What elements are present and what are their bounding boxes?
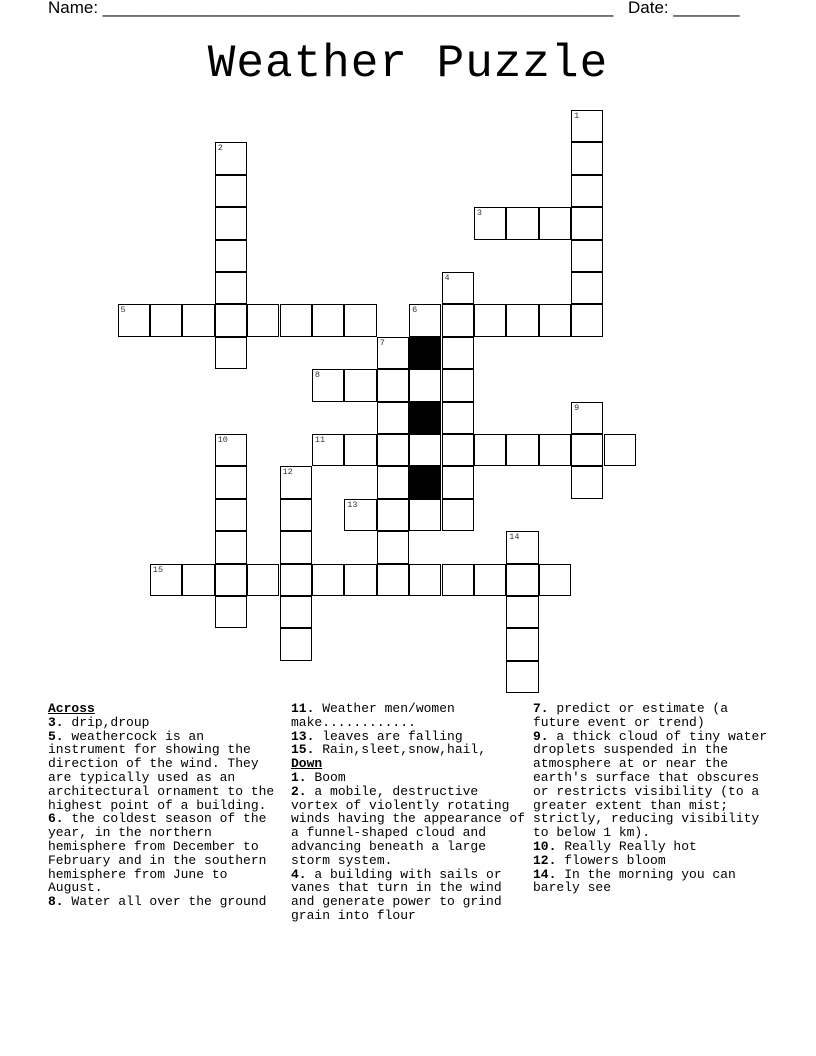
grid-square[interactable] bbox=[377, 369, 409, 401]
grid-square[interactable] bbox=[215, 142, 247, 174]
down-clue-10: 10. Really Really hot bbox=[533, 838, 697, 854]
date-field-label: Date: _______ bbox=[628, 0, 740, 17]
grid-square[interactable] bbox=[247, 304, 279, 336]
grid-square[interactable] bbox=[344, 499, 376, 531]
clue-column-3 bbox=[533, 702, 769, 895]
across-clue-6: 6. the coldest season of the year, in the northern hemisphere from December to February and in the southern hemisphere from June to August. bbox=[48, 811, 267, 896]
name-field-label: Name: ______________________________________________________ bbox=[48, 0, 614, 17]
down-clue-4: 4. a building with sails or vanes that turn in the wind and generate power to grind grain into flour bbox=[291, 866, 502, 923]
clue-number: 4 bbox=[444, 273, 450, 283]
grid-square[interactable] bbox=[280, 531, 312, 563]
grid-square[interactable] bbox=[150, 304, 182, 336]
grid-square[interactable] bbox=[280, 564, 312, 596]
grid-square[interactable] bbox=[442, 402, 474, 434]
grid-square[interactable] bbox=[182, 304, 214, 336]
blocked-square bbox=[409, 402, 441, 434]
across-clue-15: 15. Rain,sleet,snow,hail, bbox=[291, 742, 487, 758]
grid-square[interactable] bbox=[506, 434, 538, 466]
grid-square[interactable] bbox=[571, 207, 603, 239]
blocked-square bbox=[409, 466, 441, 498]
grid-square[interactable] bbox=[215, 272, 247, 304]
grid-square[interactable] bbox=[377, 337, 409, 369]
blocked-square bbox=[409, 337, 441, 369]
grid-square[interactable] bbox=[118, 304, 150, 336]
grid-square[interactable] bbox=[280, 304, 312, 336]
grid-square[interactable] bbox=[215, 499, 247, 531]
grid-square[interactable] bbox=[442, 304, 474, 336]
grid-square[interactable] bbox=[377, 402, 409, 434]
clue-number: 15 bbox=[152, 564, 164, 575]
grid-square[interactable] bbox=[571, 175, 603, 207]
grid-square[interactable] bbox=[344, 434, 376, 466]
grid-square[interactable] bbox=[442, 466, 474, 498]
clue-number: 11 bbox=[314, 435, 326, 445]
grid-square[interactable] bbox=[571, 272, 603, 304]
grid-square[interactable] bbox=[312, 434, 344, 466]
down-clue-14: 14. In the morning you can barely see bbox=[533, 866, 736, 896]
down-clue-7: 7. predict or estimate (a future event or trend) bbox=[533, 701, 729, 730]
grid-square[interactable] bbox=[474, 434, 506, 466]
grid-square[interactable] bbox=[377, 499, 409, 531]
grid-square[interactable] bbox=[312, 304, 344, 336]
grid-square[interactable] bbox=[182, 564, 214, 596]
grid-square[interactable] bbox=[571, 110, 603, 142]
grid-square[interactable] bbox=[409, 369, 441, 401]
clue-number: 2 bbox=[217, 143, 223, 154]
grid-square[interactable] bbox=[571, 240, 603, 272]
grid-square[interactable] bbox=[442, 337, 474, 369]
grid-square[interactable] bbox=[539, 434, 571, 466]
grid-square[interactable] bbox=[280, 466, 312, 498]
grid-square[interactable] bbox=[344, 564, 376, 596]
grid-square[interactable] bbox=[474, 304, 506, 336]
grid-square[interactable] bbox=[377, 434, 409, 466]
grid-square[interactable] bbox=[312, 564, 344, 596]
grid-square[interactable] bbox=[474, 207, 506, 239]
grid-square[interactable] bbox=[215, 175, 247, 207]
clue-number: 13 bbox=[347, 499, 358, 510]
grid-square[interactable] bbox=[506, 531, 538, 563]
grid-square[interactable] bbox=[442, 564, 474, 596]
grid-square[interactable] bbox=[506, 661, 538, 693]
grid-square[interactable] bbox=[571, 434, 603, 466]
grid-square[interactable] bbox=[474, 564, 506, 596]
grid-square[interactable] bbox=[215, 466, 247, 498]
down-clue-12: 12. flowers bloom bbox=[533, 852, 666, 868]
grid-square[interactable] bbox=[409, 564, 441, 596]
grid-square[interactable] bbox=[247, 564, 279, 596]
clue-number: 12 bbox=[282, 467, 293, 478]
page-title: Weather Puzzle bbox=[207, 38, 609, 90]
across-clue-13: 13. leaves are falling bbox=[291, 728, 463, 744]
grid-square[interactable] bbox=[442, 369, 474, 401]
across-clue-5: 5. weathercock is an instrument for showing the direction of the wind. They are typically used as an architectural ornament to the highest point of a building. bbox=[48, 728, 275, 813]
grid-square[interactable] bbox=[506, 596, 538, 628]
grid-square[interactable] bbox=[539, 207, 571, 239]
grid-square[interactable] bbox=[280, 499, 312, 531]
grid-square[interactable] bbox=[539, 564, 571, 596]
grid-square[interactable] bbox=[604, 434, 636, 466]
grid-square[interactable] bbox=[215, 304, 247, 336]
grid-square[interactable] bbox=[506, 564, 538, 596]
grid-square[interactable] bbox=[571, 466, 603, 498]
down-clue-2: 2. a mobile, destructive vortex of violently rotating winds having the appearance of a funnel-shaped cloud and advancing beneath a large storm system. bbox=[291, 783, 526, 868]
clue-number: 14 bbox=[509, 532, 520, 543]
grid-square[interactable] bbox=[442, 272, 474, 304]
grid-square[interactable] bbox=[409, 304, 441, 336]
grid-square[interactable] bbox=[344, 369, 376, 401]
across-clue-11: 11. Weather men/women make............ bbox=[291, 701, 455, 730]
grid-square[interactable] bbox=[571, 402, 603, 434]
grid-square[interactable] bbox=[442, 434, 474, 466]
grid-square[interactable] bbox=[506, 304, 538, 336]
grid-square[interactable] bbox=[215, 434, 247, 466]
grid-square[interactable] bbox=[280, 628, 312, 660]
down-clue-9: 9. a thick cloud of tiny water droplets suspended in the atmosphere at or near the earth's surface that obscures or restricts visibility (to a greater extent than mist; strictly, reducing visibility to below 1 km). bbox=[533, 728, 768, 841]
grid-square[interactable] bbox=[442, 499, 474, 531]
grid-square[interactable] bbox=[506, 628, 538, 660]
grid-square[interactable] bbox=[215, 207, 247, 239]
clue-number: 3 bbox=[476, 208, 482, 219]
grid-square[interactable] bbox=[215, 240, 247, 272]
grid-square[interactable] bbox=[215, 564, 247, 596]
grid-square[interactable] bbox=[571, 142, 603, 174]
clue-column-2 bbox=[291, 702, 527, 923]
across-clue-8: 8. Water all over the ground bbox=[48, 894, 267, 910]
clue-number: 8 bbox=[314, 370, 320, 381]
grid-square[interactable] bbox=[312, 369, 344, 401]
grid-square[interactable] bbox=[506, 207, 538, 239]
grid-square[interactable] bbox=[377, 531, 409, 563]
across-clue-3: 3. drip,droup bbox=[48, 714, 150, 730]
across-heading: Across bbox=[48, 701, 95, 716]
grid-square[interactable] bbox=[215, 596, 247, 628]
down-heading: Down bbox=[291, 756, 323, 772]
clue-number: 7 bbox=[379, 337, 385, 348]
grid-square[interactable] bbox=[215, 337, 247, 369]
clue-number: 10 bbox=[217, 435, 228, 445]
grid-square[interactable] bbox=[377, 564, 409, 596]
clue-number: 5 bbox=[120, 305, 126, 316]
grid-square[interactable] bbox=[344, 304, 376, 336]
down-clue-1: 1. Boom bbox=[291, 769, 346, 785]
grid-square[interactable] bbox=[377, 466, 409, 498]
grid-square[interactable] bbox=[539, 304, 571, 336]
clue-column-1 bbox=[48, 702, 284, 909]
grid-square[interactable] bbox=[150, 564, 182, 596]
grid-square[interactable] bbox=[280, 596, 312, 628]
clue-number: 1 bbox=[574, 111, 580, 121]
grid-square[interactable] bbox=[409, 434, 441, 466]
clue-number: 9 bbox=[574, 402, 580, 413]
clue-number: 6 bbox=[412, 305, 418, 316]
grid-square[interactable] bbox=[409, 499, 441, 531]
grid-square[interactable] bbox=[215, 531, 247, 563]
grid-square[interactable] bbox=[571, 304, 603, 336]
